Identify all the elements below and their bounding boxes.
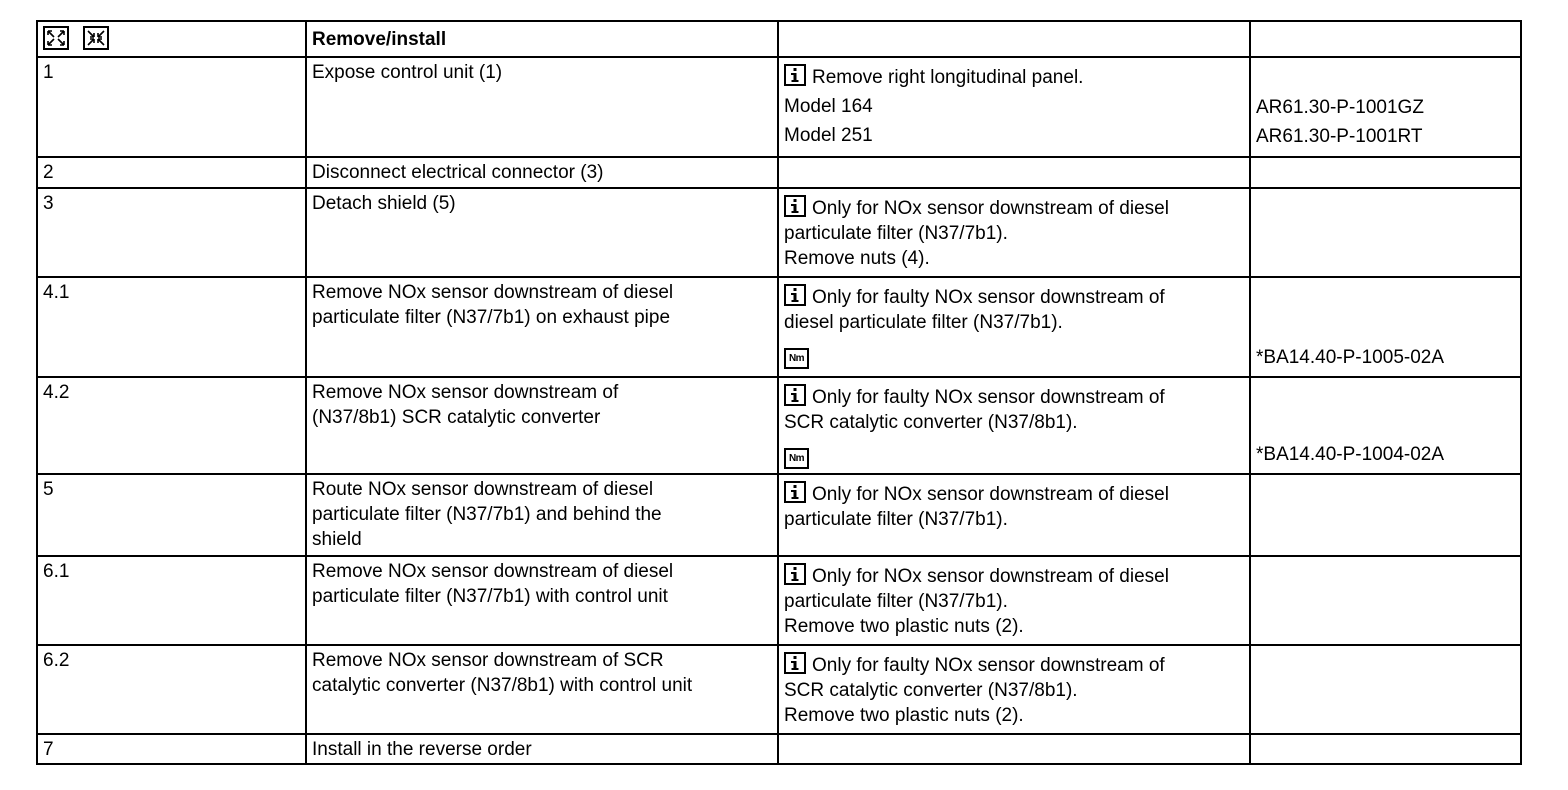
torque-nm-icon[interactable]: Nm xyxy=(784,448,809,469)
info-icon xyxy=(784,481,806,503)
action-text: Remove NOx sensor downstream of diesel xyxy=(312,282,674,303)
table-row xyxy=(37,188,1521,277)
table-row xyxy=(37,556,1521,645)
note-cell xyxy=(778,377,1250,474)
action-cell xyxy=(306,474,778,556)
reference-cell xyxy=(1250,474,1521,556)
note-text: particulate filter (N37/7b1). xyxy=(784,223,1008,244)
note-cell xyxy=(778,556,1250,645)
note-cell xyxy=(778,645,1250,734)
info-note xyxy=(784,195,1244,221)
note-cell xyxy=(778,188,1250,277)
step-number: 3 xyxy=(37,188,306,277)
step-number: 5 xyxy=(37,474,306,556)
reference-cell xyxy=(1250,57,1521,157)
reference-cell xyxy=(1250,277,1521,377)
note-cell xyxy=(778,157,1250,188)
action-text: particulate filter (N37/7b1) on exhaust pipe xyxy=(312,307,671,328)
note-text: Remove nuts (4). xyxy=(784,248,930,269)
reference-cell xyxy=(1250,377,1521,474)
table-row xyxy=(37,734,1521,764)
info-note xyxy=(784,652,1244,678)
note-cell xyxy=(778,277,1250,377)
info-note-text: Only for NOx sensor downstream of diesel xyxy=(812,566,1169,587)
step-number: 4.1 xyxy=(37,277,306,377)
action-cell xyxy=(306,734,778,764)
action-text: Remove NOx sensor downstream of xyxy=(312,382,619,403)
action-text: Detach shield (5) xyxy=(312,193,456,214)
model-text: Model 164 xyxy=(784,96,873,117)
note-text: Remove two plastic nuts (2). xyxy=(784,616,1024,637)
note-text: SCR catalytic converter (N37/8b1). xyxy=(784,680,1078,701)
model-text: Model 251 xyxy=(784,125,873,146)
step-number: 6.2 xyxy=(37,645,306,734)
step-number: 7 xyxy=(37,734,306,764)
torque-row xyxy=(784,339,1244,369)
table-row xyxy=(37,377,1521,474)
note-text: Remove two plastic nuts (2). xyxy=(784,705,1024,726)
action-text: Remove NOx sensor downstream of SCR xyxy=(312,650,664,671)
step-number: 4.2 xyxy=(37,377,306,474)
action-text: Expose control unit (1) xyxy=(312,62,503,83)
table-row xyxy=(37,277,1521,377)
action-cell xyxy=(306,157,778,188)
torque-row xyxy=(784,439,1244,469)
table-row xyxy=(37,157,1521,188)
reference-link[interactable]: AR61.30-P-1001GZ xyxy=(1256,97,1424,118)
reference-link[interactable]: *BA14.40-P-1005-02A xyxy=(1256,347,1445,368)
header-row xyxy=(37,21,1521,57)
header-action-cell: Remove/install xyxy=(306,21,778,57)
info-note xyxy=(784,481,1244,507)
action-text: (N37/8b1) SCR catalytic converter xyxy=(312,407,601,428)
reference-cell xyxy=(1250,734,1521,764)
note-text: particulate filter (N37/7b1). xyxy=(784,509,1008,530)
info-note-text: Only for faulty NOx sensor downstream of xyxy=(812,387,1165,408)
action-text: Route NOx sensor downstream of diesel xyxy=(312,479,654,500)
table-row xyxy=(37,474,1521,556)
reference-cell xyxy=(1250,188,1521,277)
action-text: particulate filter (N37/7b1) and behind the xyxy=(312,504,662,525)
reference-cell xyxy=(1250,556,1521,645)
action-text: Remove NOx sensor downstream of diesel xyxy=(312,561,674,582)
info-note xyxy=(784,284,1244,310)
header-note-cell xyxy=(778,21,1250,57)
info-icon xyxy=(784,195,806,217)
reference-cell xyxy=(1250,645,1521,734)
info-note-text: Only for faulty NOx sensor downstream of xyxy=(812,287,1165,308)
info-note-text: Only for NOx sensor downstream of diesel xyxy=(812,484,1169,505)
step-number: 6.1 xyxy=(37,556,306,645)
action-cell xyxy=(306,277,778,377)
info-icon xyxy=(784,563,806,585)
expand-icon[interactable] xyxy=(43,26,69,50)
table-row xyxy=(37,57,1521,157)
info-icon xyxy=(784,384,806,406)
torque-nm-icon[interactable]: Nm xyxy=(784,348,809,369)
info-note-text: Only for faulty NOx sensor downstream of xyxy=(812,655,1165,676)
action-cell xyxy=(306,188,778,277)
note-cell xyxy=(778,734,1250,764)
note-cell xyxy=(778,57,1250,157)
note-cell xyxy=(778,474,1250,556)
info-icon xyxy=(784,652,806,674)
action-text: Disconnect electrical connector (3) xyxy=(312,162,604,183)
step-number: 2 xyxy=(37,157,306,188)
collapse-icon[interactable] xyxy=(83,26,109,50)
info-icon xyxy=(784,64,806,86)
action-cell xyxy=(306,556,778,645)
header-ref-cell xyxy=(1250,21,1521,57)
action-cell xyxy=(306,377,778,474)
reference-cell xyxy=(1250,157,1521,188)
action-cell xyxy=(306,645,778,734)
header-step-cell xyxy=(37,21,306,57)
action-text: Install in the reverse order xyxy=(312,739,532,760)
info-note-text: Remove right longitudinal panel. xyxy=(812,67,1084,88)
info-note xyxy=(784,563,1244,589)
info-note-text: Only for NOx sensor downstream of diesel xyxy=(812,198,1169,219)
action-text: particulate filter (N37/7b1) with control unit xyxy=(312,586,668,607)
reference-link[interactable]: AR61.30-P-1001RT xyxy=(1256,126,1423,147)
info-note xyxy=(784,384,1244,410)
note-text: particulate filter (N37/7b1). xyxy=(784,591,1008,612)
reference-link[interactable]: *BA14.40-P-1004-02A xyxy=(1256,444,1445,465)
note-text: SCR catalytic converter (N37/8b1). xyxy=(784,412,1078,433)
note-text: diesel particulate filter (N37/7b1). xyxy=(784,312,1063,333)
action-cell xyxy=(306,57,778,157)
info-note xyxy=(784,64,1244,90)
action-text: shield xyxy=(312,529,362,550)
info-icon xyxy=(784,284,806,306)
table-row xyxy=(37,645,1521,734)
reference-spacer xyxy=(1256,66,1515,91)
procedure-table xyxy=(36,20,1522,765)
step-number: 1 xyxy=(37,57,306,157)
action-text: catalytic converter (N37/8b1) with control unit xyxy=(312,675,693,696)
